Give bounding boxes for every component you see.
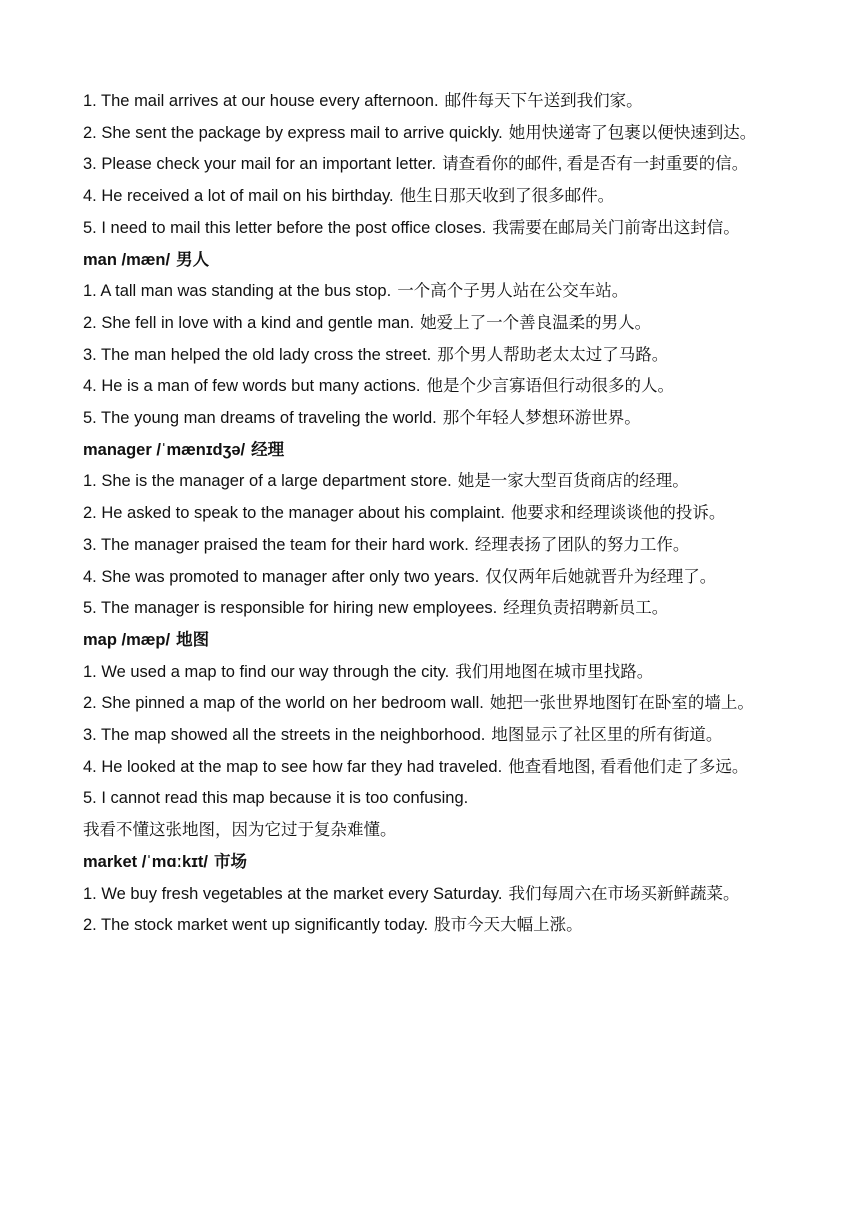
english-text: 4. She was promoted to manager after only two years. <box>83 567 480 586</box>
english-text: 3. The manager praised the team for their hard work. <box>83 535 469 554</box>
example-sentence <box>83 149 788 181</box>
document-body <box>83 86 788 942</box>
chinese-translation: 她把一张世界地图钉在卧室的墙上。 <box>489 694 754 713</box>
english-text: 5. I cannot read this map because it is too confusing. <box>83 789 469 808</box>
english-text: 4. He received a lot of mail on his birthday. <box>83 187 394 206</box>
english-text: 2. The stock market went up significantly today. <box>83 916 429 935</box>
english-text: 1. She is the manager of a large department store. <box>83 472 452 491</box>
example-sentence <box>83 181 788 213</box>
chinese-translation: 那个男人帮助老太太过了马路。 <box>437 345 669 364</box>
english-text: 1. The mail arrives at our house every afternoon. <box>83 92 439 110</box>
chinese-translation: 她用快递寄了包裹以便快速到达。 <box>508 123 757 142</box>
example-sentence <box>83 879 788 911</box>
english-text: 5. The manager is responsible for hiring new employees. <box>83 599 498 618</box>
example-sentence <box>83 371 788 403</box>
example-sentence <box>83 783 788 815</box>
chinese-translation: 经理表扬了团队的努力工作。 <box>474 535 690 554</box>
example-sentence <box>83 593 788 625</box>
example-sentence <box>83 340 788 372</box>
example-sentence <box>83 688 788 720</box>
chinese-translation: 他要求和经理谈谈他的投诉。 <box>510 504 726 523</box>
english-text: 5. I need to mail this letter before the post office closes. <box>83 218 487 237</box>
chinese-translation: 一个高个子男人站在公交车站。 <box>397 282 629 301</box>
headword-phonetic: manager /ˈmænɪdʒə/ <box>83 440 246 459</box>
word-heading <box>83 847 788 879</box>
example-sentence <box>83 720 788 752</box>
english-text: 1. We buy fresh vegetables at the market every Saturday. <box>83 884 503 903</box>
headword-phonetic: man /mæn/ <box>83 250 171 269</box>
headword-phonetic: map /mæp/ <box>83 630 171 649</box>
example-sentence <box>83 815 788 847</box>
word-heading <box>83 625 788 657</box>
english-text: 2. He asked to speak to the manager about his complaint. <box>83 504 505 523</box>
chinese-translation: 我看不懂这张地图，因为它过于复杂难懂。 <box>83 821 397 840</box>
headword-phonetic: market /ˈmɑːkɪt/ <box>83 852 208 871</box>
example-sentence <box>83 403 788 435</box>
english-text: 2. She pinned a map of the world on her bedroom wall. <box>83 694 484 713</box>
chinese-translation: 邮件每天下午送到我们家。 <box>444 92 643 110</box>
english-text: 5. The young man dreams of traveling the world. <box>83 409 437 428</box>
chinese-translation: 她爱上了一个善良温柔的男人。 <box>420 313 652 332</box>
example-sentence <box>83 752 788 784</box>
word-heading <box>83 245 788 277</box>
example-sentence <box>83 213 788 245</box>
chinese-translation: 请查看你的邮件, 看是否有一封重要的信。 <box>442 155 749 174</box>
chinese-translation: 他查看地图, 看看他们走了多远。 <box>508 757 749 776</box>
chinese-translation: 仅仅两年后她就晋升为经理了。 <box>485 567 717 586</box>
chinese-translation: 我们用地图在城市里找路。 <box>455 662 654 681</box>
english-text: 4. He is a man of few words but many actions. <box>83 377 421 396</box>
headword-translation: 经理 <box>251 440 285 459</box>
chinese-translation: 他生日那天收到了很多邮件。 <box>399 187 615 206</box>
example-sentence <box>83 276 788 308</box>
english-text: 3. The map showed all the streets in the neighborhood. <box>83 726 486 745</box>
headword-translation: 市场 <box>213 852 247 871</box>
example-sentence <box>83 308 788 340</box>
word-heading <box>83 435 788 467</box>
english-text: 2. She sent the package by express mail to arrive quickly. <box>83 123 503 142</box>
example-sentence <box>83 86 788 118</box>
headword-translation: 地图 <box>176 630 210 649</box>
example-sentence <box>83 910 788 942</box>
example-sentence <box>83 562 788 594</box>
example-sentence <box>83 118 788 150</box>
example-sentence <box>83 657 788 689</box>
example-sentence <box>83 498 788 530</box>
english-text: 2. She fell in love with a kind and gentle man. <box>83 313 415 332</box>
english-text: 1. We used a map to find our way through the city. <box>83 662 450 681</box>
english-text: 4. He looked at the map to see how far they had traveled. <box>83 757 503 776</box>
headword-translation: 男人 <box>176 250 210 269</box>
chinese-translation: 那个年轻人梦想环游世界。 <box>442 409 641 428</box>
example-sentence <box>83 530 788 562</box>
english-text: 1. A tall man was standing at the bus stop. <box>83 282 392 301</box>
chinese-translation: 我们每周六在市场买新鲜蔬菜。 <box>508 884 740 903</box>
english-text: 3. Please check your mail for an important letter. <box>83 155 437 174</box>
english-text: 3. The man helped the old lady cross the street. <box>83 345 432 364</box>
chinese-translation: 经理负责招聘新员工。 <box>503 599 669 618</box>
chinese-translation: 她是一家大型百货商店的经理。 <box>457 472 689 491</box>
example-sentence <box>83 466 788 498</box>
chinese-translation: 地图显示了社区里的所有街道。 <box>491 726 723 745</box>
chinese-translation: 股市今天大幅上涨。 <box>434 916 583 935</box>
chinese-translation: 我需要在邮局关门前寄出这封信。 <box>492 218 740 237</box>
chinese-translation: 他是个少言寡语但行动很多的人。 <box>426 377 674 396</box>
